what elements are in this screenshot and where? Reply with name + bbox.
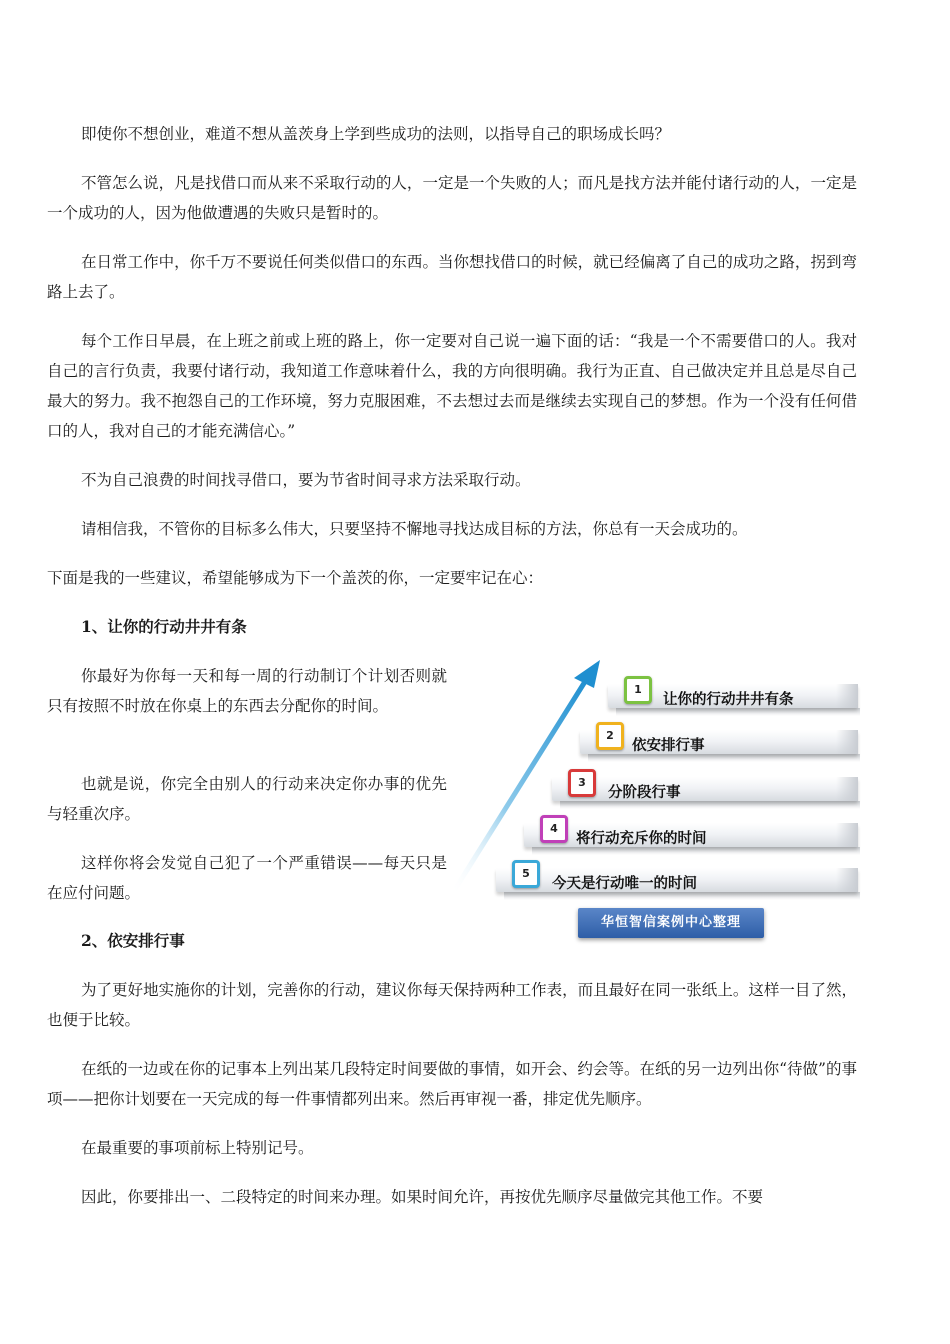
step-number-badge: 4: [540, 815, 568, 843]
step-label: 让你的行动井井有条: [663, 692, 794, 708]
step-number-badge: 1: [624, 676, 652, 704]
paragraph: 请相信我，不管你的目标多么伟大，只要坚持不懈地寻找达成目标的方法，你总有一天会成功的。: [81, 520, 748, 538]
step-4: [524, 815, 858, 855]
step-1: [608, 676, 858, 716]
step-number-badge: 5: [512, 860, 540, 888]
paragraph: 不管怎么说，凡是找借口而从来不采取行动的人，一定是一个失败的人；而凡是找方法并能付诸行动的人，一定是一个成功的人，因为他做遭遇的失败只是暂时的。: [47, 174, 857, 222]
step-label: 将行动充斥你的时间: [576, 831, 707, 847]
paragraph: 即使你不想创业，难道不想从盖茨身上学到些成功的法则，以指导自己的职场成长吗？: [81, 125, 671, 143]
step-label: 依安排行事: [632, 738, 705, 754]
step-5: [496, 860, 858, 900]
step-bevel: [836, 823, 858, 847]
step-bevel: [836, 684, 858, 708]
paragraph: 在最重要的事项前标上特别记号。: [81, 1139, 314, 1157]
section-heading: 2、依安排行事: [81, 931, 185, 950]
step-shadow: [560, 801, 860, 809]
step-bevel: [836, 730, 858, 754]
step-label: 分阶段行事: [608, 785, 681, 801]
paragraph: 不为自己浪费的时间找寻借口，要为节省时间寻求方法采取行动。: [81, 471, 531, 489]
paragraph: 也就是说，你完全由别人的行动来决定你办事的优先与轻重次序。: [47, 775, 447, 823]
paragraph: 下面是我的一些建议，希望能够成为下一个盖茨的你，一定要牢记在心：: [47, 569, 544, 587]
paragraph: 为了更好地实施你的计划，完善你的行动，建议你每天保持两种工作表，而且最好在同一张纸上。这样一目了然，也便于比较。: [47, 981, 857, 1029]
step-shadow: [588, 754, 860, 762]
step-shadow: [504, 892, 860, 900]
step-shadow: [532, 847, 860, 855]
step-2: [580, 722, 858, 762]
paragraph: 这样你将会发觉自己犯了一个严重错误——每天只是在应付问题。: [47, 854, 447, 902]
step-bevel: [836, 777, 858, 801]
step-number-badge: 3: [568, 769, 596, 797]
step-shadow: [616, 708, 860, 716]
paragraph: 因此，你要排出一、二段特定的时间来办理。如果时间允许，再按优先顺序尽量做完其他工作。不要: [81, 1188, 764, 1206]
step-label: 今天是行动唯一的时间: [552, 876, 697, 892]
step-number-badge: 2: [596, 722, 624, 750]
section-heading: 1、让你的行动井井有条: [81, 617, 247, 636]
paragraph: 你最好为你每一天和每一周的行动制订个计划否则就只有按照不时放在你桌上的东西去分配你的时间。: [47, 667, 447, 715]
paragraph: 每个工作日早晨，在上班之前或上班的路上，你一定要对自己说一遍下面的话：“我是一个不需要借口的人。我对自己的言行负责，我要付诸行动，我知道工作意味着什么，我的方向很明确。我行为正直、自己做决定并且总是尽自己最大的努力。我不抱怨自己的工作环境，努力克服困难，不去想过去而是继续去实现自己的梦想。作为一个没有任何借口的人，我对自己的才能充满信心。”: [47, 332, 857, 440]
steps-figure: [448, 658, 868, 948]
paragraph: 在纸的一边或在你的记事本上列出某几段特定时间要做的事情，如开会、约会等。在纸的另一边列出你“待做”的事项——把你计划要在一天完成的每一件事情都列出来。然后再审视一番，排定优先顺序。: [47, 1060, 857, 1108]
paragraph: 在日常工作中，你千万不要说任何类似借口的东西。当你想找借口的时候，就已经偏离了自己的成功之路，拐到弯路上去了。: [47, 253, 857, 301]
step-3: [552, 769, 858, 809]
step-bar: [552, 777, 858, 801]
figure-caption: 华恒智信案例中心整理: [578, 908, 764, 938]
step-bevel: [836, 868, 858, 892]
